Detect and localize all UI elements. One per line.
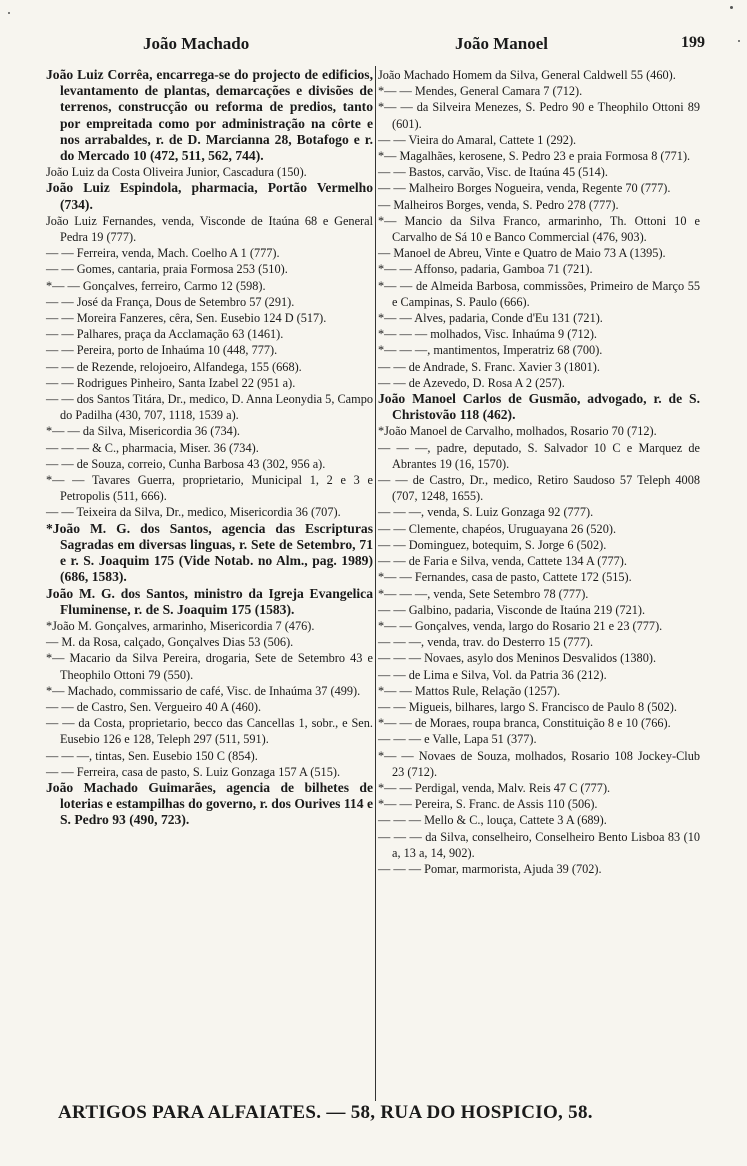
directory-entry: — — — Novaes, asylo dos Meninos Desvalidos (1380). [378, 651, 657, 666]
directory-entry: — — Teixeira da Silva, Dr., medico, Misericordia 36 (707). [46, 505, 341, 520]
directory-entry: João M. G. dos Santos, ministro da Igreja Evangelica Fluminense, r. de S. Joaquim 175 (1583). [46, 585, 373, 617]
directory-entry: *— — Mattos Rule, Relação (1257). [378, 683, 561, 698]
directory-entry: — — de Castro, Dr., medico, Retiro Saudoso 57 Teleph 4008 (707, 1248, 1655). [378, 473, 700, 504]
directory-entry: *— — Affonso, padaria, Gamboa 71 (721). [378, 262, 593, 277]
directory-entry: *— — Perdigal, venda, Malv. Reis 47 C (777). [378, 780, 611, 795]
directory-entry: *— — Mendes, General Camara 7 (712). [378, 84, 583, 99]
directory-entry: — — — e Valle, Lapa 51 (377). [378, 732, 537, 747]
directory-entry: — — Moreira Fanzeres, cêra, Sen. Eusebio 124 D (517). [46, 311, 327, 326]
directory-entry: — — — Pomar, marmorista, Ajuda 39 (702). [378, 861, 602, 876]
directory-entry: — — —, venda, S. Luiz Gonzaga 92 (777). [378, 505, 594, 520]
directory-entry: *— — Alves, padaria, Conde d'Eu 131 (721). [378, 311, 603, 326]
directory-entry: — — Palhares, praça da Acclamação 63 (1461). [46, 327, 284, 342]
directory-entry: João Luiz Corrêa, encarrega-se do projecto de edificios, levantamento de plantas, demarcações e divisões de terrenos, construcção ou reforma de predios, tanto por empreitada como por administração na côrte e nos arrabaldes, r. de D. Marcianna 28, Botafogo e r. do Mercado 10 (472, 511, 562, 744). [46, 67, 373, 164]
column-divider [375, 66, 376, 1101]
directory-entry: — — de Rezende, relojoeiro, Alfandega, 155 (668). [46, 359, 302, 374]
directory-entry: *— — de Almeida Barbosa, commissões, Primeiro de Março 55 e Campinas, S. Paulo (666). [378, 278, 700, 309]
directory-entry: *— — Gonçalves, ferreiro, Carmo 12 (598). [46, 278, 266, 293]
directory-entry: João Luiz Fernandes, venda, Visconde de Itaúna 68 e General Pedra 19 (777). [46, 213, 373, 245]
directory-entry: — — —, venda, trav. do Desterro 15 (777). [378, 635, 594, 650]
directory-entry: — — — Mello & C., louça, Cattete 3 A (689). [378, 813, 607, 828]
print-speck [8, 12, 10, 14]
directory-entry: *— — Tavares Guerra, proprietario, Municipal 1, 2 e 3 e Petropolis (511, 666). [46, 473, 373, 504]
directory-entry: — — de Castro, Sen. Vergueiro 40 A (460). [46, 699, 262, 714]
directory-entry: — — Clemente, chapéos, Uruguayana 26 (520). [378, 521, 617, 536]
right-column [378, 67, 700, 877]
directory-entry: *— Magalhães, kerosene, S. Pedro 23 e praia Formosa 8 (771). [378, 149, 691, 164]
print-speck [738, 40, 740, 42]
directory-entry: — — —, tintas, Sen. Eusebio 150 C (854). [46, 748, 258, 763]
page-number: 199 [681, 34, 705, 51]
directory-entry: *— — de Moraes, roupa branca, Constituição 8 e 10 (766). [378, 716, 671, 731]
directory-entry: — — — & C., pharmacia, Miser. 36 (734). [46, 440, 259, 455]
directory-entry: — — Rodrigues Pinheiro, Santa Izabel 22 (951 a). [46, 375, 296, 390]
directory-entry: — — da Costa, proprietario, becco das Cancellas 1, sobr., e Sen. Eusebio 126 e 128, Teleph 297 (511, 591). [46, 716, 373, 747]
directory-entry: *— — da Silveira Menezes, S. Pedro 90 e Theophilo Ottoni 89 (601). [378, 100, 700, 131]
directory-entry: — — de Faria e Silva, venda, Cattete 134 A (777). [378, 554, 627, 569]
directory-entry: *João M. G. dos Santos, agencia das Escripturas Sagradas em diversas linguas, r. Sete de Setembro, 71 e r. S. Joaquim 175 (Vide Notab. no Alm., pag. 1989) (686, 1583). [46, 520, 373, 585]
directory-entry: *— — Novaes de Souza, molhados, Rosario 108 Jockey-Club 23 (712). [378, 748, 700, 779]
directory-entry: — — de Andrade, S. Franc. Xavier 3 (1801). [378, 359, 600, 374]
directory-entry: — — Galbino, padaria, Visconde de Itaúna 219 (721). [378, 602, 646, 617]
directory-entry: *— Mancio da Silva Franco, armarinho, Th. Ottoni 10 e Carvalho de Sá 10 e Banco Commercial (476, 903). [378, 213, 700, 245]
directory-entry: *— — Pereira, S. Franc. de Assis 110 (506). [378, 797, 598, 812]
running-head-left: João Machado [143, 34, 250, 53]
directory-entry: *João Manoel de Carvalho, molhados, Rosario 70 (712). [378, 424, 657, 439]
directory-entry: *— — —, venda, Sete Setembro 78 (777). [378, 586, 589, 601]
directory-entry: — — —, padre, deputado, S. Salvador 10 C e Marquez de Abrantes 19 (16, 1570). [378, 440, 700, 471]
directory-entry: *João M. Gonçalves, armarinho, Misericordia 7 (476). [46, 618, 315, 633]
directory-entry: — — Gomes, cantaria, praia Formosa 253 (510). [46, 262, 288, 277]
left-column [46, 67, 373, 829]
print-speck [730, 6, 733, 9]
directory-entry: — — dos Santos Titára, Dr., medico, D. Anna Leonydia 5, Campo do Padilha (430, 707, 1118, 1539 a). [46, 392, 373, 423]
directory-entry: *— — —, mantimentos, Imperatriz 68 (700). [378, 343, 603, 358]
directory-entry: *— Macario da Silva Pereira, drogaria, Sete de Setembro 43 e Theophilo Ottoni 79 (550). [46, 651, 373, 682]
directory-entry: João Manoel Carlos de Gusmão, advogado, r. de S. Christovão 118 (462). [378, 391, 700, 423]
directory-entry: — Manoel de Abreu, Vinte e Quatro de Maio 73 A (1395). [378, 246, 666, 261]
directory-entry: João Machado Guimarães, agencia de bilhetes de loterias e estampilhas do governo, r. dos Ourives 114 e S. Pedro 93 (490, 723). [46, 779, 373, 828]
directory-entry: — M. da Rosa, calçado, Gonçalves Dias 53 (506). [46, 635, 294, 650]
directory-entry: João Luiz da Costa Oliveira Junior, Cascadura (150). [46, 165, 307, 180]
directory-entry: *— — Gonçalves, venda, largo do Rosario 21 e 23 (777). [378, 618, 663, 633]
running-head-right: João Manoel [455, 34, 549, 53]
directory-entry: — — Vieira do Amaral, Cattete 1 (292). [378, 132, 577, 147]
directory-entry: — Malheiros Borges, venda, S. Pedro 278 (777). [378, 197, 619, 212]
directory-entry: *— — Fernandes, casa de pasto, Cattete 172 (515). [378, 570, 632, 585]
directory-entry: — — Ferreira, casa de pasto, S. Luiz Gonzaga 157 A (515). [46, 764, 341, 779]
advertisement-footer: ARTIGOS PARA ALFAIATES. — 58, RUA DO HOSPICIO, 58. [58, 1102, 593, 1123]
directory-entry: — — de Souza, correio, Cunha Barbosa 43 (302, 956 a). [46, 456, 326, 471]
directory-entry: — — Migueis, bilhares, largo S. Francisco de Paulo 8 (502). [378, 699, 677, 714]
directory-entry: *— — — molhados, Visc. Inhaúma 9 (712). [378, 327, 597, 342]
directory-entry: — — Malheiro Borges Nogueira, venda, Regente 70 (777). [378, 181, 671, 196]
directory-entry: — — Pereira, porto de Inhaúma 10 (448, 777). [46, 343, 278, 358]
directory-entry: *— Machado, commissario de café, Visc. de Inhaúma 37 (499). [46, 683, 361, 698]
directory-entry: — — Dominguez, botequim, S. Jorge 6 (502). [378, 537, 607, 552]
directory-entry: — — — da Silva, conselheiro, Conselheiro Bento Lisboa 83 (10 a, 13 a, 14, 902). [378, 829, 700, 860]
directory-entry: João Machado Homem da Silva, General Caldwell 55 (460). [378, 68, 676, 82]
directory-entry: — — José da França, Dous de Setembro 57 (291). [46, 294, 295, 309]
directory-entry: — — de Lima e Silva, Vol. da Patria 36 (212). [378, 667, 607, 682]
directory-entry: — — Ferreira, venda, Mach. Coelho A 1 (777). [46, 246, 280, 261]
page-header [0, 34, 747, 58]
directory-entry: *— — da Silva, Misericordia 36 (734). [46, 424, 240, 439]
directory-entry: — — Bastos, carvão, Visc. de Itaúna 45 (514). [378, 165, 608, 180]
directory-entry: — — de Azevedo, D. Rosa A 2 (257). [378, 375, 565, 390]
directory-entry: João Luiz Espindola, pharmacia, Portão Vermelho (734). [46, 180, 373, 212]
